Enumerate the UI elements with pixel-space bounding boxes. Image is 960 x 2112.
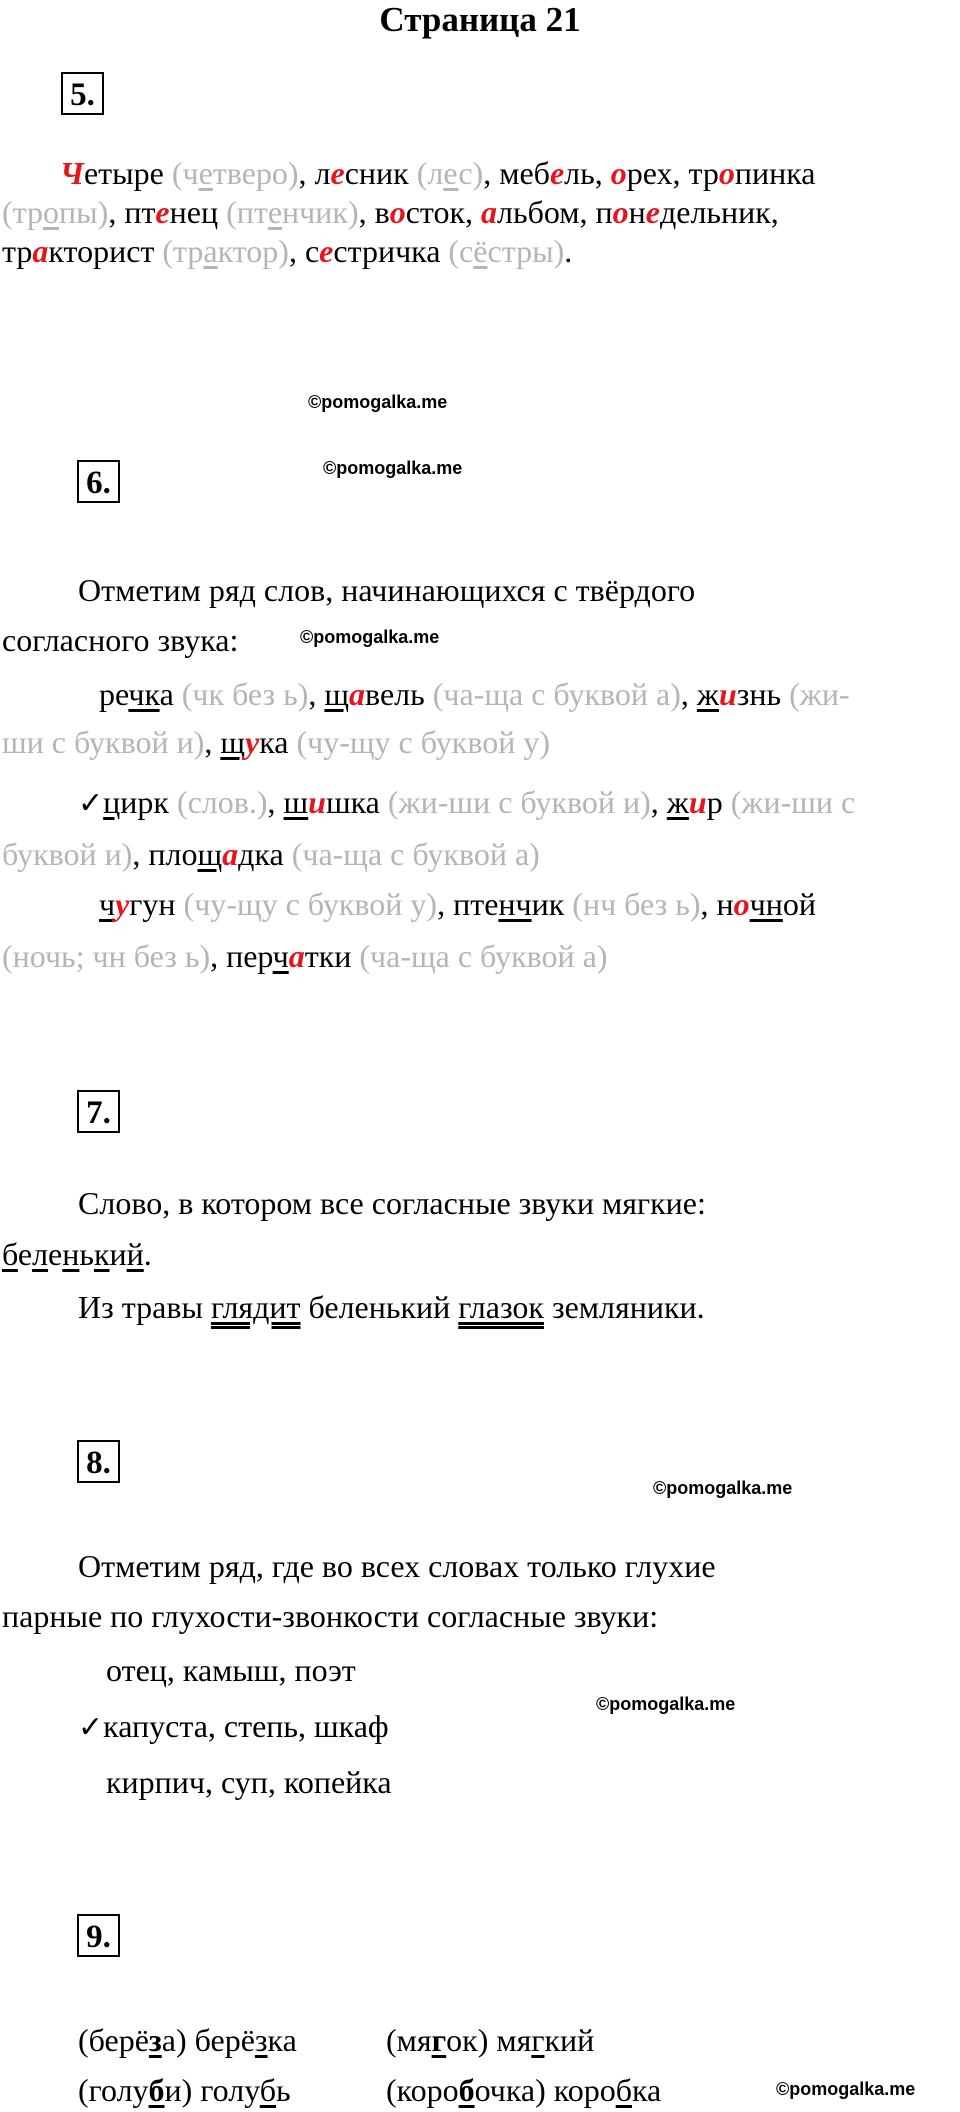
text-run: стры) bbox=[487, 233, 565, 269]
text-run: льбом, п bbox=[497, 194, 613, 230]
text-run: (мя bbox=[386, 2022, 432, 2058]
task-9-word-1 bbox=[78, 2020, 297, 2060]
text-run: (чу-щу с буквой у) bbox=[296, 724, 551, 760]
text-run: гун bbox=[129, 886, 184, 922]
text-run: тверо) bbox=[212, 155, 299, 191]
text-run: е bbox=[267, 194, 283, 230]
text-run: г bbox=[531, 2022, 545, 2058]
text-run: а bbox=[32, 233, 49, 269]
text-run: ирк bbox=[120, 784, 177, 820]
text-run: кий bbox=[544, 2022, 595, 2058]
task-7-line-1 bbox=[78, 1183, 706, 1223]
text-run: (с bbox=[448, 233, 474, 269]
page-title: Страница 21 bbox=[379, 0, 581, 39]
text-run: ка bbox=[267, 2022, 297, 2058]
check-mark-icon: ✓ bbox=[78, 786, 104, 821]
text-run: , пт bbox=[108, 194, 156, 230]
text-run: и bbox=[688, 784, 707, 820]
text-run: о bbox=[612, 194, 629, 230]
watermark: ©pomogalka.me bbox=[596, 1694, 736, 1714]
text-run: е bbox=[549, 155, 565, 191]
text-run: знь bbox=[736, 676, 790, 712]
watermark: ©pomogalka.me bbox=[653, 1478, 793, 1498]
text-run: ё bbox=[473, 233, 488, 269]
watermark: ©pomogalka.me bbox=[308, 392, 448, 412]
text-run: сник bbox=[344, 155, 417, 191]
task-5-line-2 bbox=[2, 192, 779, 232]
text-run: (чк без ь) bbox=[181, 676, 309, 712]
text-run: н bbox=[62, 1236, 80, 1272]
text-run: з bbox=[148, 2022, 162, 2058]
watermark: ©pomogalka.me bbox=[323, 458, 463, 478]
task-5-line-3 bbox=[2, 231, 572, 271]
text-run: Слово, в котором все согласные звуки мягкие: bbox=[78, 1185, 706, 1221]
task-5-number: 5. bbox=[61, 72, 104, 115]
text-run: чн bbox=[749, 886, 783, 922]
text-run: о bbox=[718, 155, 735, 191]
task-5-line-1 bbox=[60, 153, 816, 193]
text-run: (тр bbox=[2, 194, 44, 230]
text-run: , с bbox=[288, 233, 320, 269]
text-run: ой bbox=[782, 886, 816, 922]
text-run: и bbox=[718, 676, 737, 712]
text-run: Из травы bbox=[78, 1289, 211, 1325]
task-7-line-3 bbox=[78, 1287, 705, 1327]
text-run: , bbox=[204, 724, 221, 760]
text-run: сток, bbox=[405, 194, 482, 230]
text-run: н bbox=[628, 194, 646, 230]
text-run: (л bbox=[416, 155, 444, 191]
text-run: ши с буквой и) bbox=[2, 724, 205, 760]
text-run: нец bbox=[169, 194, 227, 230]
text-run: шка bbox=[325, 784, 388, 820]
text-run: е bbox=[17, 1236, 33, 1272]
text-run: стричка bbox=[333, 233, 449, 269]
text-run: е bbox=[443, 155, 459, 191]
text-run: (голу bbox=[78, 2072, 149, 2108]
text-run: и bbox=[308, 784, 326, 820]
text-run: е bbox=[48, 1236, 63, 1272]
task-9-word-3 bbox=[386, 2020, 594, 2060]
text-run: (ча-ща с буквой а) bbox=[432, 676, 681, 712]
text-run: щ bbox=[197, 836, 223, 872]
text-run: а bbox=[481, 194, 498, 230]
text-run: кторист bbox=[48, 233, 163, 269]
text-run: (жи-ши с bbox=[730, 784, 856, 820]
text-run: е bbox=[198, 155, 213, 191]
text-run: б bbox=[458, 2072, 475, 2108]
text-run: (слов.) bbox=[176, 784, 268, 820]
text-run: , пер bbox=[210, 938, 273, 974]
text-run: и) голу bbox=[164, 2072, 260, 2108]
text-run: о bbox=[43, 194, 60, 230]
task-8-option-3: кирпич, суп, копейка bbox=[106, 1764, 392, 1800]
text-run: р bbox=[706, 784, 731, 820]
task-6-intro-2: согласного звука: bbox=[2, 622, 239, 658]
text-run: чк bbox=[128, 676, 160, 712]
task-9-word-2 bbox=[78, 2070, 291, 2110]
text-run: о bbox=[610, 155, 627, 191]
text-run: , пло bbox=[132, 836, 198, 872]
text-run: ш bbox=[283, 784, 309, 820]
text-run: , в bbox=[358, 194, 390, 230]
text-run: й bbox=[126, 1236, 144, 1272]
check-mark-icon: ✓ bbox=[78, 1710, 104, 1745]
text-run: а bbox=[222, 836, 239, 872]
text-run: ь bbox=[276, 2072, 291, 2108]
text-run: глазок bbox=[458, 1289, 544, 1325]
text-run: . bbox=[564, 233, 573, 269]
task-7-line-2 bbox=[2, 1234, 152, 1274]
text-run: з bbox=[254, 2022, 268, 2058]
task-6-number: 6. bbox=[77, 460, 120, 503]
text-run: тр bbox=[2, 233, 33, 269]
text-run: рех, тр bbox=[626, 155, 719, 191]
task-7-number: 7. bbox=[77, 1090, 120, 1133]
text-run: (ночь; чн без ь) bbox=[2, 938, 211, 974]
text-run: ж bbox=[696, 676, 719, 712]
text-run: пинка bbox=[734, 155, 816, 191]
text-run: (берё bbox=[78, 2022, 149, 2058]
text-run: (тр bbox=[162, 233, 204, 269]
text-run: , меб bbox=[483, 155, 550, 191]
text-run: е bbox=[645, 194, 660, 230]
task-6-row-2-cont bbox=[2, 834, 540, 874]
text-run: , bbox=[267, 784, 284, 820]
text-run: ктор) bbox=[217, 233, 289, 269]
text-run: Ч bbox=[60, 155, 84, 191]
text-run: б bbox=[148, 2072, 165, 2108]
text-run: е bbox=[330, 155, 345, 191]
text-run: у bbox=[245, 724, 260, 760]
task-6-row-1-cont bbox=[2, 722, 550, 762]
text-run: , bbox=[308, 676, 325, 712]
text-run: г bbox=[431, 2022, 447, 2058]
task-6-row-1 bbox=[99, 674, 850, 714]
text-run: пы) bbox=[59, 194, 109, 230]
text-run: ь bbox=[79, 1236, 94, 1272]
text-run: тки bbox=[304, 938, 360, 974]
watermark: ©pomogalka.me bbox=[300, 627, 440, 647]
text-run: буквой и) bbox=[2, 836, 133, 872]
text-run: е bbox=[155, 194, 170, 230]
text-run: , н bbox=[700, 886, 734, 922]
text-run: а bbox=[203, 233, 218, 269]
text-run: с) bbox=[458, 155, 484, 191]
text-run: вель bbox=[365, 676, 433, 712]
task-9-word-4 bbox=[386, 2070, 661, 2110]
text-run: а bbox=[288, 938, 305, 974]
text-run: (нч без ь) bbox=[572, 886, 701, 922]
text-run: ч bbox=[272, 938, 289, 974]
task-6-row-3-cont bbox=[2, 936, 608, 976]
text-run: ль, bbox=[564, 155, 611, 191]
text-run: л bbox=[32, 1236, 49, 1272]
task-8-intro-1: Отметим ряд, где во всех словах только глухие bbox=[78, 1548, 716, 1584]
text-run: очка) коро bbox=[474, 2072, 616, 2108]
text-run: (жи-ши с буквой и) bbox=[387, 784, 651, 820]
text-run: щ bbox=[220, 724, 246, 760]
task-6-row-2 bbox=[78, 782, 855, 824]
text-run: нч bbox=[498, 886, 532, 922]
task-6-row-3 bbox=[99, 884, 816, 924]
watermark: ©pomogalka.me bbox=[776, 2079, 916, 2099]
text-run: нчик) bbox=[282, 194, 359, 230]
text-run: , bbox=[650, 784, 667, 820]
text-run: ж bbox=[666, 784, 689, 820]
text-run: (ча-ща с буквой а) bbox=[359, 938, 608, 974]
text-run: б bbox=[615, 2072, 632, 2108]
text-run: о bbox=[389, 194, 406, 230]
text-run: дельник, bbox=[659, 194, 779, 230]
text-run: б bbox=[2, 1236, 18, 1272]
text-run: ка bbox=[631, 2072, 662, 2108]
text-run: , пте bbox=[437, 886, 499, 922]
text-run: ч bbox=[99, 886, 116, 922]
text-run: ка bbox=[259, 724, 297, 760]
text-run: (пт bbox=[226, 194, 268, 230]
text-run: дка bbox=[238, 836, 292, 872]
task-6-intro-1: Отметим ряд слов, начинающихся с твёрдого bbox=[78, 572, 696, 608]
task-8-number: 8. bbox=[77, 1440, 120, 1483]
text-run: глядит bbox=[210, 1289, 301, 1325]
text-run: и bbox=[109, 1236, 127, 1272]
text-run: а bbox=[349, 676, 366, 712]
text-run: к bbox=[93, 1236, 110, 1272]
text-run: (коро bbox=[386, 2072, 459, 2108]
text-run: етыре bbox=[83, 155, 172, 191]
text-run: щ bbox=[324, 676, 350, 712]
text-run: а bbox=[159, 676, 182, 712]
text-run: б bbox=[259, 2072, 277, 2108]
text-run: ок) мя bbox=[446, 2022, 532, 2058]
task-8-option-1: отец, камыш, поэт bbox=[106, 1652, 356, 1688]
text-run: е bbox=[319, 233, 334, 269]
text-run: ик bbox=[531, 886, 573, 922]
text-run: о bbox=[733, 886, 750, 922]
task-8-option-2: ✓капуста, степь, шкаф bbox=[78, 1708, 389, 1745]
task-8-intro-2: парные по глухости-звонкости согласные звуки: bbox=[2, 1598, 659, 1634]
text-run: , bbox=[680, 676, 697, 712]
text-run: земляники. bbox=[543, 1289, 705, 1325]
text-run: беленький bbox=[300, 1289, 459, 1325]
text-run: , л bbox=[298, 155, 331, 191]
text-run: . bbox=[143, 1236, 152, 1272]
text-run: ц bbox=[103, 784, 121, 820]
text-run: (жи- bbox=[789, 676, 850, 712]
text-run: у bbox=[115, 886, 130, 922]
task-9-number: 9. bbox=[77, 1914, 120, 1957]
text-run: (ча-ща с буквой а) bbox=[291, 836, 540, 872]
text-run: ре bbox=[99, 676, 129, 712]
text-run: (чу-щу с буквой у) bbox=[183, 886, 438, 922]
text-run: а) берё bbox=[161, 2022, 255, 2058]
text-run: (ч bbox=[171, 155, 199, 191]
